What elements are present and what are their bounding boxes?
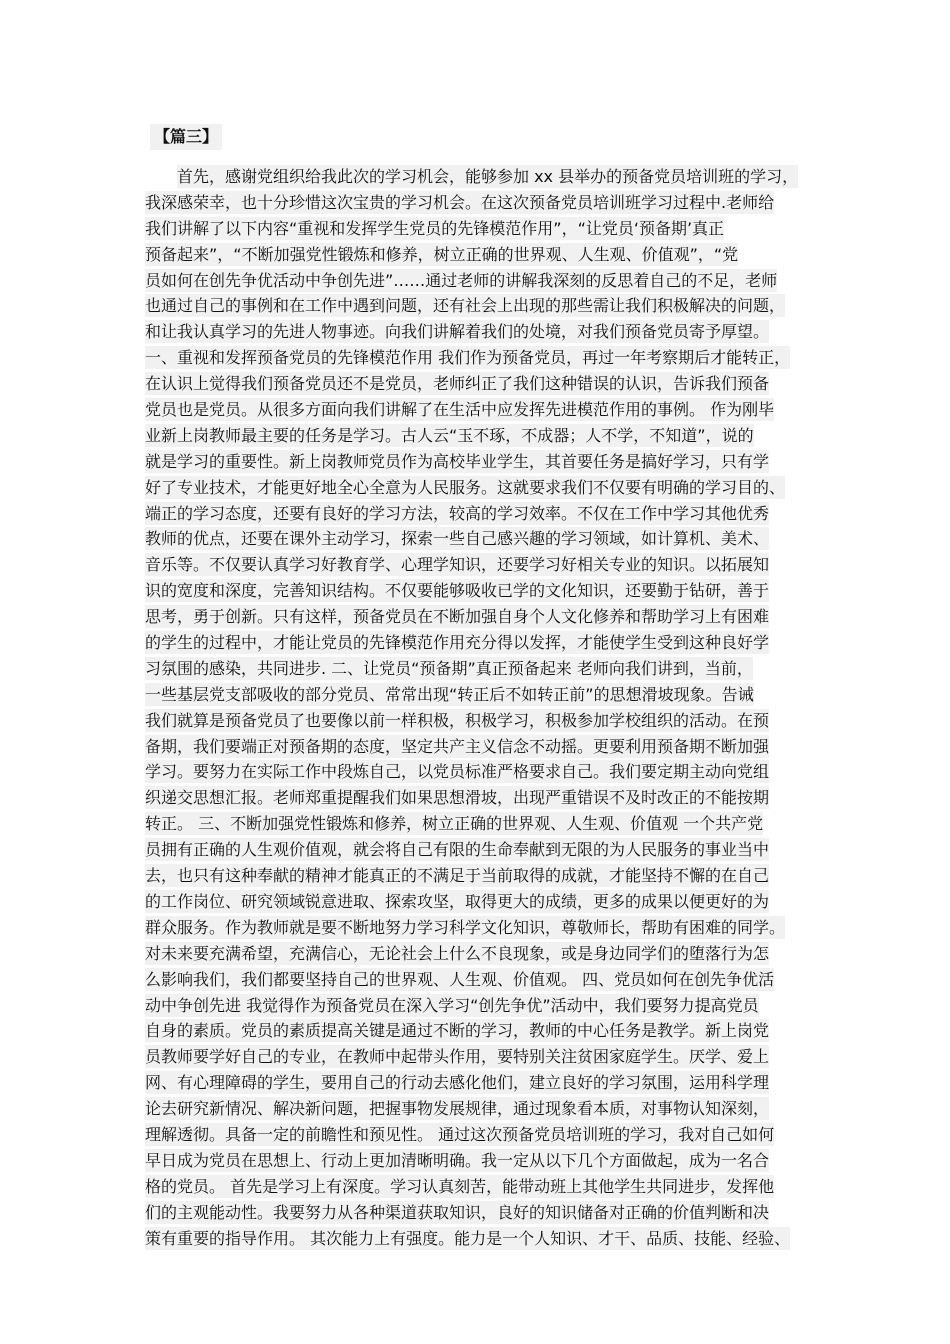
- text-line: [145, 242, 825, 268]
- text-line-content: 员教师要学好自己的专业，在教师中起带头作用，要特别关注贫困家庭学生。厌学、爱上: [145, 1047, 770, 1067]
- text-line-content: 学习。要努力在实际工作中段炼自己，以党员标准严格要求自己。我们要定期主动向党组: [145, 762, 770, 782]
- text-line-content: 去，也只有这种奉献的精神才能真正的不满足于当前取得的成就，才能坚持不懈的在自己: [145, 866, 770, 886]
- text-line: [145, 501, 825, 527]
- text-line-content: 动中争创先进 我觉得作为预备党员在深入学习“创先争优”活动中，我们要努力提高党员: [145, 995, 759, 1015]
- text-line-content: 早日成为党员在思想上、行动上更加清晰明确。我一定从以下几个方面做起，成为一名合: [145, 1150, 770, 1170]
- text-line-content: 网、有心理障碍的学生，要用自己的行动去感化他们，建立良好的学习氛围，运用科学理: [145, 1073, 770, 1093]
- section-heading: 【篇三】: [150, 124, 222, 150]
- text-line: [145, 1226, 825, 1252]
- text-line: [145, 759, 825, 785]
- text-line: [145, 216, 825, 242]
- text-line: [145, 164, 825, 190]
- text-line: [145, 423, 825, 449]
- text-line-content: 思考，勇于创新。只有这样，预备党员在不断加强自身个人文化修养和帮助学习上有困难: [145, 607, 770, 627]
- text-line: [145, 1096, 825, 1122]
- text-line-content: 在认识上觉得我们预备党员还不是党员，老师纠正了我们这种错误的认识，告诉我们预备: [145, 374, 770, 394]
- text-line-content: 业新上岗教师最主要的任务是学习。古人云“玉不琢，不成器；人不学，不知道”，说的: [145, 425, 754, 445]
- text-line: [145, 293, 825, 319]
- text-line: [145, 1148, 825, 1174]
- text-line: [145, 837, 825, 863]
- text-line-content: 预备起来”，“不断加强党性锻炼和修养，树立正确的世界观、人生观、价值观”，“党: [145, 244, 739, 264]
- text-line-content: 端正的学习态度，还要有良好的学习方法，较高的学习效率。不仅在工作中学习其他优秀: [145, 503, 770, 523]
- text-line-content: 好了专业技术，才能更好地全心全意为人民服务。这就要求我们不仅要有明确的学习目的、: [145, 477, 786, 497]
- text-line: [145, 1070, 825, 1096]
- text-line-content: 自身的素质。党员的素质提高关键是通过不断的学习，教师的中心任务是教学。新上岗党: [145, 1021, 770, 1041]
- text-line: [145, 604, 825, 630]
- text-line: [145, 915, 825, 941]
- text-line-content: 织递交思想汇报。老师郑重提醒我们如果思想滑坡，出现严重错误不及时改正的不能按期: [145, 788, 770, 808]
- text-line-content: 理解透彻。具备一定的前瞻性和预见性。 通过这次预备党员培训班的学习，我对自己如何: [145, 1124, 775, 1144]
- text-line: [145, 708, 825, 734]
- text-line-content: 一、重视和发挥预备党员的先锋模范作用 我们作为预备党员，再过一年考察期后才能转正，: [145, 348, 791, 368]
- text-line: [145, 993, 825, 1019]
- text-line: [145, 656, 825, 682]
- text-line: [145, 734, 825, 760]
- text-line-content: 识的宽度和深度，完善知识结构。不仅要能够吸收已学的文化知识，还要勤于钻研，善于: [145, 581, 770, 601]
- text-line-content: 转正。 三、不断加强党性锻炼和修养，树立正确的世界观、人生观、价值观 一个共产党: [145, 814, 764, 834]
- text-line-content: 党员也是党员。从很多方面向我们讲解了在生活中应发挥先进模范作用的事例。 作为刚毕: [145, 400, 775, 420]
- text-line-content: 和让我认真学习的先进人物事迹。向我们讲解着我们的处境，对我们预备党员寄予厚望。: [145, 322, 770, 342]
- text-line-content: 备期，我们要端正对预备期的态度，坚定共产主义信念不动摇。更要利用预备期不断加强: [145, 736, 770, 756]
- text-line-content: 一些基层党支部吸收的部分党员、常常出现“转正后不如转正前”的思想滑坡现象。告诫: [145, 684, 754, 704]
- text-line: [145, 319, 825, 345]
- text-line: [145, 630, 825, 656]
- text-line-content: 对未来要充满希望，充满信心，无论社会上什么不良现象，或是身边同学们的堕落行为怎: [145, 943, 770, 963]
- text-line-content: 的工作岗位、研究领域锐意进取、探索攻坚，取得更大的成绩，更多的成果以便更好的为: [145, 891, 770, 911]
- text-line: [145, 552, 825, 578]
- text-line-content: 我深感荣幸，也十分珍惜这次宝贵的学习机会。在这次预备党员培训班学习过程中.老师给: [145, 192, 775, 212]
- text-line-content: 也通过自己的事例和在工作中遇到问题，还有社会上出现的那些需让我们积极解决的问题，: [145, 296, 786, 316]
- text-line-content: 的学生的过程中，才能让党员的先锋模范作用充分得以发挥，才能使学生受到这种良好学: [145, 633, 770, 653]
- text-line-content: 论去研究新情况、解决新问题，把握事物发展规律，通过现象看本质，对事物认知深刻，: [145, 1099, 770, 1119]
- text-line: [145, 811, 825, 837]
- text-line-content: 首先，感谢党组织给我此次的学习机会，能够参加 xx 县举办的预备党员培训班的学习，: [177, 167, 799, 186]
- text-line: [145, 941, 825, 967]
- text-line: [145, 1174, 825, 1200]
- text-line-content: 格的党员。 首先是学习上有深度。学习认真刻苦，能带动班上其他学生共同进步，发挥他: [145, 1176, 775, 1196]
- text-line: [145, 526, 825, 552]
- text-line: [145, 1044, 825, 1070]
- text-line-content: 群众服务。作为教师就是要不断地努力学习科学文化知识，尊敬师长，帮助有困难的同学。: [145, 917, 786, 937]
- text-line-content: 们的主观能动性。我要努力从各种渠道获取知识，良好的知识储备对正确的价值判断和决: [145, 1202, 770, 1222]
- text-line: [145, 682, 825, 708]
- text-line: [145, 345, 825, 371]
- text-line: [145, 371, 825, 397]
- text-line-content: 我们就算是预备党员了也要像以前一样积极，积极学习，积极参加学校组织的活动。在预: [145, 710, 770, 730]
- text-line: [145, 889, 825, 915]
- text-line-content: 音乐等。不仅要认真学习好教育学、心理学知识，还要学习好相关专业的知识。以拓展知: [145, 555, 770, 575]
- text-line: [145, 578, 825, 604]
- text-line: [145, 397, 825, 423]
- text-line: [145, 449, 825, 475]
- text-line-content: 策有重要的指导作用。 其次能力上有强度。能力是一个人知识、才干、品质、技能、经验、: [145, 1228, 791, 1248]
- body-text: [145, 164, 825, 1251]
- text-line-content: 我们讲解了以下内容“重视和发挥学生党员的先锋模范作用”，“让党员‘预备期’真正: [145, 218, 725, 238]
- text-line-content: 么影响我们，我们都要坚持自己的世界观、人生观、价值观。 四、党员如何在创先争优活: [145, 969, 775, 989]
- text-line-content: 就是学习的重要性。新上岗教师党员作为高校毕业学生，其首要任务是搞好学习，只有学: [145, 451, 770, 471]
- text-line: [145, 785, 825, 811]
- text-line: [145, 967, 825, 993]
- text-line-content: 员拥有正确的人生观价值观，就会将自己有限的生命奉献到无限的为人民服务的事业当中: [145, 840, 770, 860]
- text-line: [145, 190, 825, 216]
- text-line: [145, 863, 825, 889]
- text-line-content: 员如何在创先争优活动中争创先进”……通过老师的讲解我深刻的反思着自己的不足，老师: [145, 270, 778, 290]
- text-line: [145, 475, 825, 501]
- text-line: [145, 1200, 825, 1226]
- text-line: [145, 1122, 825, 1148]
- text-line-content: 教师的优点，还要在课外主动学习，探索一些自己感兴趣的学习领域，如计算机、美术、: [145, 529, 770, 549]
- text-line: [145, 1018, 825, 1044]
- text-line-content: 习氛围的感染，共同进步. 二、让党员“预备期”真正预备起来 老师向我们讲到，当前，: [145, 658, 753, 678]
- text-line: [145, 268, 825, 294]
